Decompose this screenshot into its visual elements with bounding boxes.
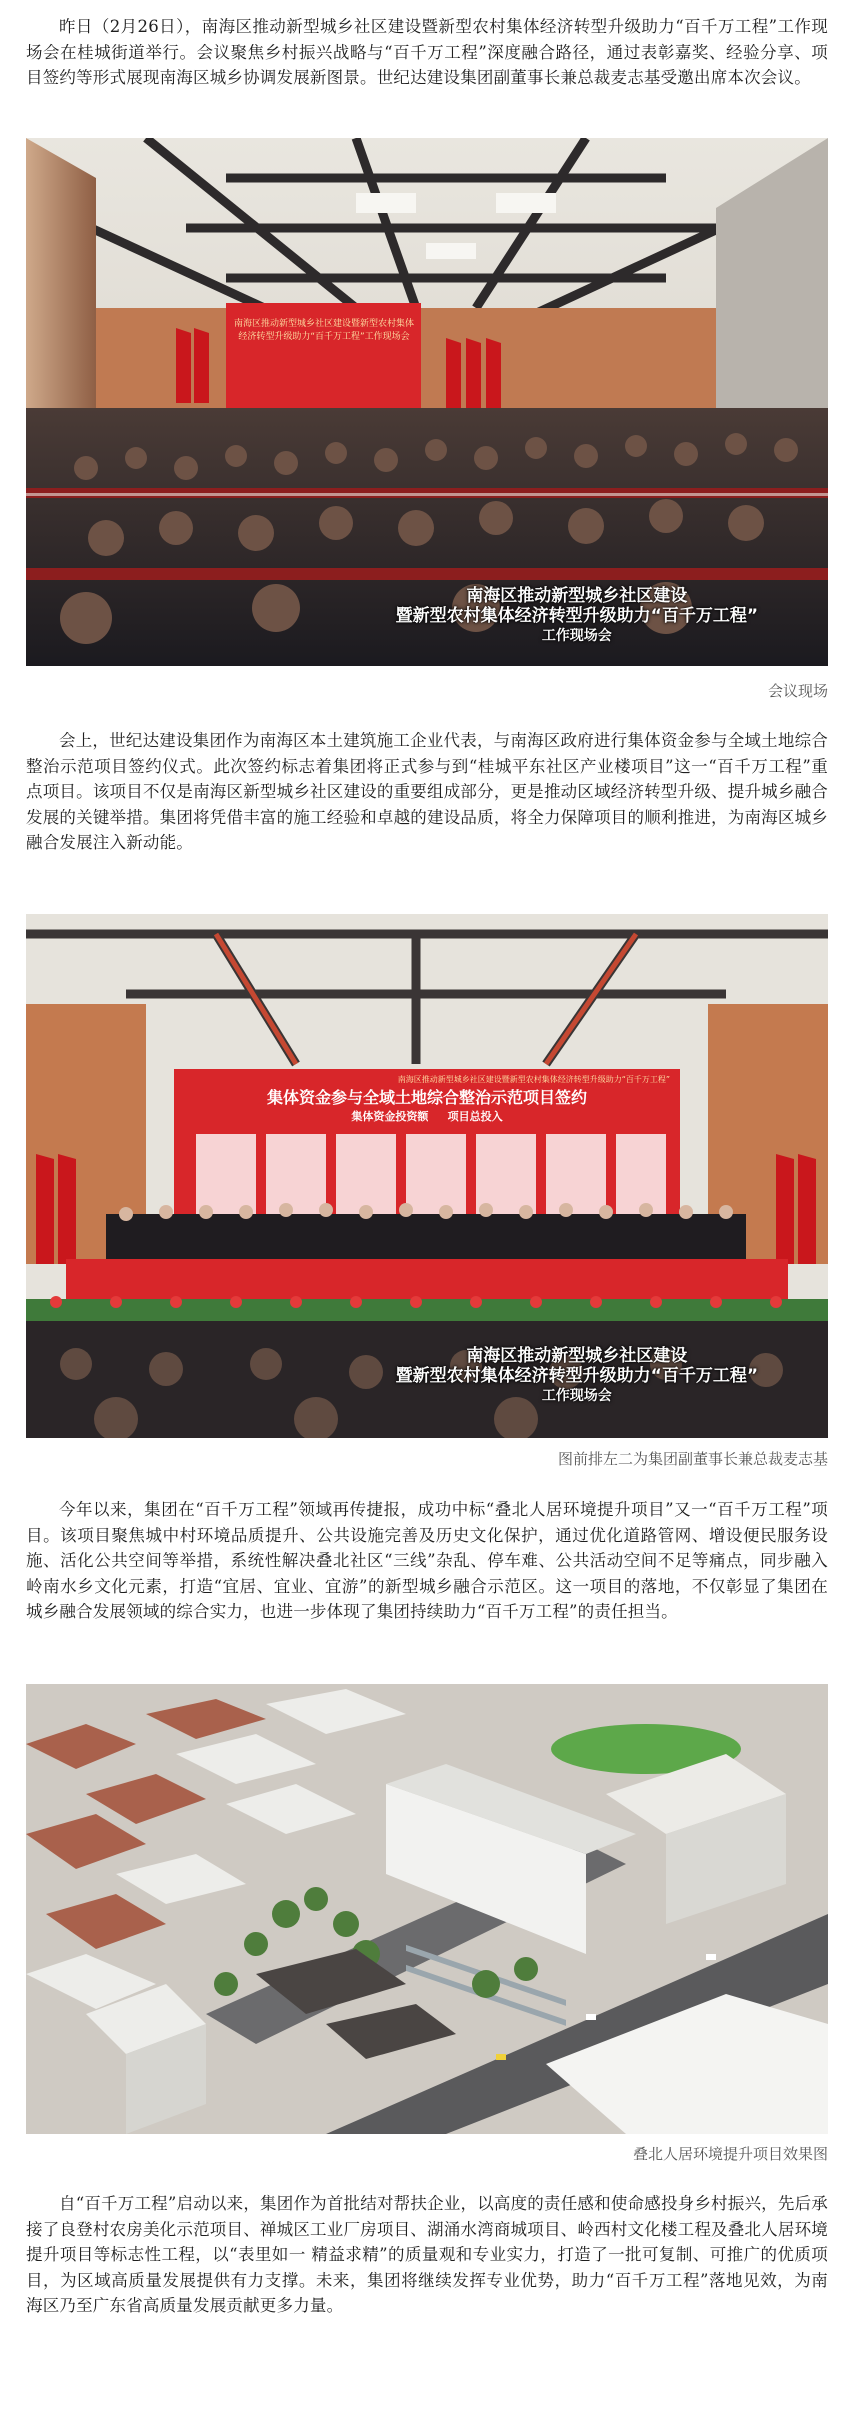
- photo-caption: 会议现场: [767, 682, 828, 700]
- signing-photo: [26, 914, 828, 1438]
- overlay-line-2: 暨新型农村集体经济转型升级助力“百千万工程”: [395, 606, 758, 626]
- project-paragraph: 今年以来，集团在“百千万工程”领域再传捷报，成功中标“叠北人居环境提升项目”又一“百千万工程”项目。该项目聚焦城中村环境品质提升、公共设施完善及历史文化保护，通过优化道路管网、增设便民服务设施、活化公共空间等举措，系统性解决叠北社区“三线”杂乱、停车难、公共活动空间不足等痛点，同步融入岭南水乡文化元素，打造“宜居、宜业、宜游”的新型城乡融合示范区。这一项目的落地，不仅彰显了集团在城乡融合发展领域的综合实力，也进一步体现了集团持续助力“百千万工程”的责任担当。: [26, 1500, 828, 1621]
- screen-sub-left: 集体资金投资额: [351, 1110, 429, 1123]
- project-rendering-photo: [26, 1684, 828, 2134]
- photo-overlay-title: [396, 586, 758, 646]
- stage-screen-text: 南海区推动新型城乡社区建设暨新型农村集体经济转型升级助力“百千万工程”工作现场会: [234, 319, 414, 342]
- screen-title: 集体资金参与全域土地综合整治示范项目签约: [266, 1088, 587, 1107]
- overlay-line-1: 南海区推动新型城乡社区建设: [466, 1346, 688, 1366]
- photo-caption: 叠北人居环境提升项目效果图: [632, 2145, 828, 2163]
- intro-paragraph: 昨日（2月26日），南海区推动新型城乡社区建设暨新型农村集体经济转型升级助力“百千万工程”工作现场会在桂城街道举行。会议聚焦乡村振兴战略与“百千万工程”深度融合路径，通过表彰嘉奖、经验分享、项目签约等形式展现南海区城乡协调发展新图景。世纪达建设集团副董事长兼总裁麦志基受邀出席本次会议。: [26, 17, 828, 87]
- overlay-line-1: 南海区推动新型城乡社区建设: [466, 586, 688, 606]
- screen-sub-right: 项目总投入: [447, 1110, 503, 1123]
- overlay-line-2: 暨新型农村集体经济转型升级助力“百千万工程”: [395, 1366, 758, 1386]
- closing-paragraph: 自“百千万工程”启动以来，集团作为首批结对帮扶企业，以高度的责任感和使命感投身乡村振兴，先后承接了良登村农房美化示范项目、禅城区工业厂房项目、湖涌水湾商城项目、岭西村文化楼工程及叠北人居环境提升项目等标志性工程，以“表里如一 精益求精”的质量观和专业实力，打造了一批可复制、可推广的优质项目，为区域高质量发展提供有力支撑。未来，集团将继续发挥专业优势，助力“百千万工程”落地见效，为南海区乃至广东省高质量发展贡献更多力量。: [26, 2194, 828, 2315]
- overlay-line-3: 工作现场会: [541, 628, 612, 644]
- screen-top-text: 南海区推动新型城乡社区建设暨新型农村集体经济转型升级助力“百千万工程”: [397, 1075, 670, 1084]
- meeting-photo: [26, 138, 828, 666]
- project-rendering-image: [26, 1684, 828, 2134]
- photo-caption: 图前排左二为集团副董事长兼总裁麦志基: [557, 1450, 828, 1468]
- overlay-line-3: 工作现场会: [541, 1388, 612, 1404]
- photo-overlay-title: [396, 1346, 758, 1406]
- signing-paragraph: 会上，世纪达建设集团作为南海区本土建筑施工企业代表，与南海区政府进行集体资金参与全域土地综合整治示范项目签约仪式。此次签约标志着集团将正式参与到“桂城平东社区产业楼项目”这一“百千万工程”重点项目。该项目不仅是南海区新型城乡社区建设的重要组成部分，更是推动区域经济转型升级、提升城乡融合发展的关键举措。集团将凭借丰富的施工经验和卓越的建设品质，将全力保障项目的顺利推进，为南海区城乡融合发展注入新动能。: [26, 731, 828, 852]
